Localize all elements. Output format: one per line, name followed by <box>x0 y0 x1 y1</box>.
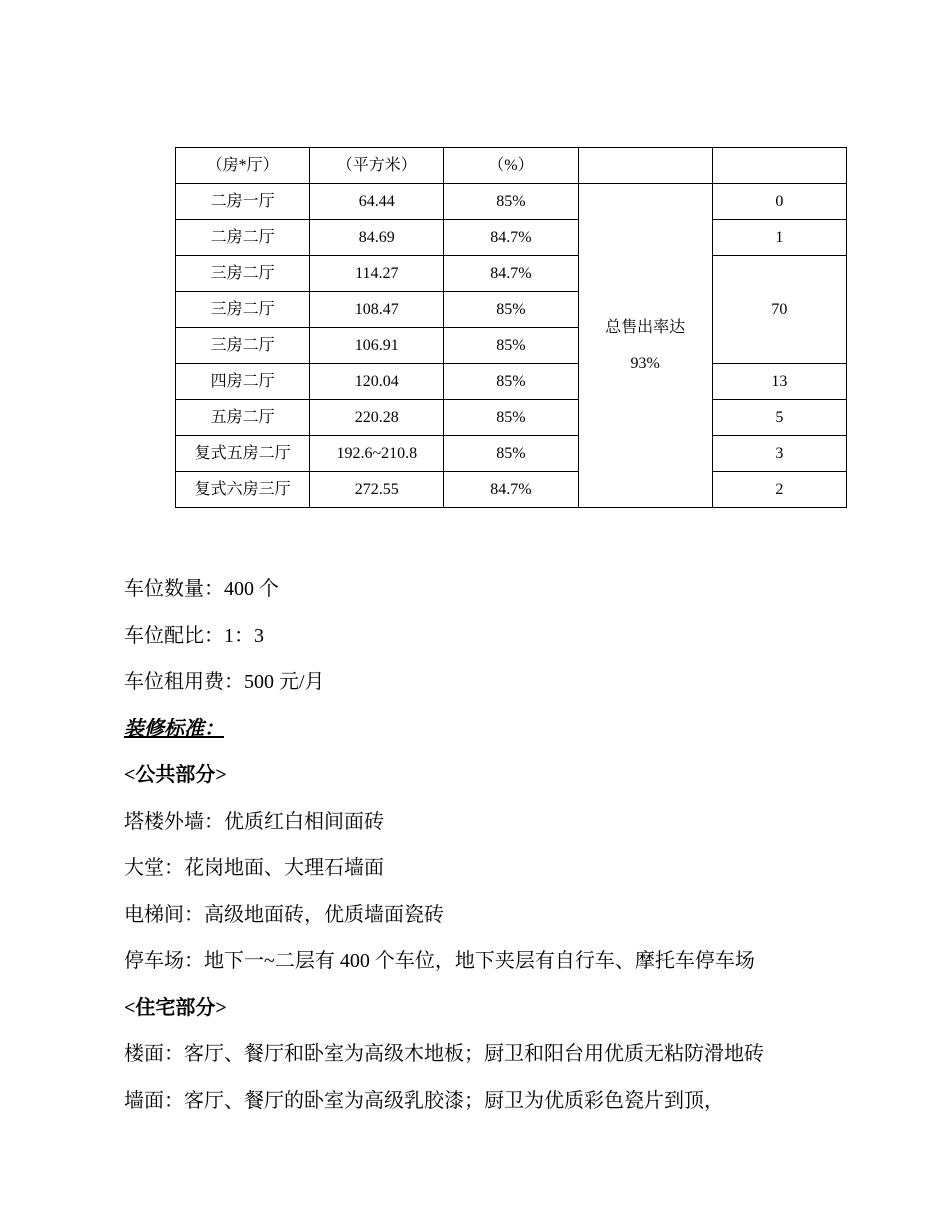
elevator-hall-line: 电梯间：高级地面砖，优质墙面瓷砖 <box>124 904 444 926</box>
parking-count-line: 车位数量：400 个 <box>124 578 279 600</box>
header-empty-5 <box>712 148 846 184</box>
area-cell: 64.44 <box>310 184 444 220</box>
area-cell: 108.47 <box>310 292 444 328</box>
unit-type-cell: 二房一厅 <box>176 184 310 220</box>
area-cell: 84.69 <box>310 220 444 256</box>
floor-finish-line: 楼面：客厅、餐厅和卧室为高级木地板；厨卫和阳台用优质无粘防滑地砖 <box>124 1043 764 1065</box>
rate-cell: 85% <box>444 328 578 364</box>
lobby-line: 大堂：花岗地面、大理石墙面 <box>124 857 384 879</box>
total-sales-rate-label: 总售出率达 <box>605 318 686 336</box>
remaining-cell: 2 <box>712 472 846 508</box>
unit-type-cell: 复式五房二厅 <box>176 436 310 472</box>
wall-finish-line: 墙面：客厅、餐厅的卧室为高级乳胶漆；厨卫为优质彩色瓷片到顶， <box>124 1090 724 1112</box>
total-sales-rate-value: 93% <box>630 354 660 372</box>
area-cell: 192.6~210.8 <box>310 436 444 472</box>
exterior-wall-line: 塔楼外墙：优质红白相间面砖 <box>124 811 384 833</box>
parking-fee-line: 车位租用费：500 元/月 <box>124 671 325 693</box>
remaining-cell: 3 <box>712 436 846 472</box>
remaining-cell: 5 <box>712 400 846 436</box>
rate-cell: 85% <box>444 292 578 328</box>
remaining-cell: 13 <box>712 364 846 400</box>
rate-cell: 85% <box>444 400 578 436</box>
public-section-heading: <公共部分> <box>124 764 227 786</box>
area-cell: 114.27 <box>310 256 444 292</box>
unit-type-cell: 二房二厅 <box>176 220 310 256</box>
table-row <box>176 184 847 220</box>
rate-cell: 84.7% <box>444 472 578 508</box>
header-rate: （%） <box>444 148 578 184</box>
unit-type-cell: 五房二厅 <box>176 400 310 436</box>
table-row <box>176 400 847 436</box>
remaining-cell: 70 <box>712 256 846 364</box>
table-row <box>176 256 847 292</box>
unit-type-cell: 复式六房三厅 <box>176 472 310 508</box>
parking-lot-line: 停车场：地下一~二层有 400 个车位，地下夹层有自行车、摩托车停车场 <box>124 950 755 972</box>
table-header-row <box>176 148 847 184</box>
area-cell: 120.04 <box>310 364 444 400</box>
residential-section-heading: <住宅部分> <box>124 997 227 1019</box>
parking-ratio-line: 车位配比：1：3 <box>124 625 264 647</box>
rate-cell: 84.7% <box>444 256 578 292</box>
rate-cell: 84.7% <box>444 220 578 256</box>
unit-type-cell: 三房二厅 <box>176 292 310 328</box>
table-row <box>176 220 847 256</box>
unit-type-cell: 四房二厅 <box>176 364 310 400</box>
table-row <box>176 472 847 508</box>
header-empty-4 <box>578 148 712 184</box>
header-area: （平方米） <box>310 148 444 184</box>
remaining-cell: 0 <box>712 184 846 220</box>
total-sales-rate-cell <box>578 184 712 508</box>
unit-type-cell: 三房二厅 <box>176 328 310 364</box>
remaining-cell: 1 <box>712 220 846 256</box>
decoration-standard-heading: 装修标准： <box>124 718 224 740</box>
header-unit-type: （房*厅） <box>176 148 310 184</box>
rate-cell: 85% <box>444 436 578 472</box>
table-row <box>176 436 847 472</box>
area-cell: 106.91 <box>310 328 444 364</box>
unit-sales-table <box>175 147 847 508</box>
table-row <box>176 364 847 400</box>
rate-cell: 85% <box>444 364 578 400</box>
area-cell: 220.28 <box>310 400 444 436</box>
area-cell: 272.55 <box>310 472 444 508</box>
unit-type-cell: 三房二厅 <box>176 256 310 292</box>
rate-cell: 85% <box>444 184 578 220</box>
